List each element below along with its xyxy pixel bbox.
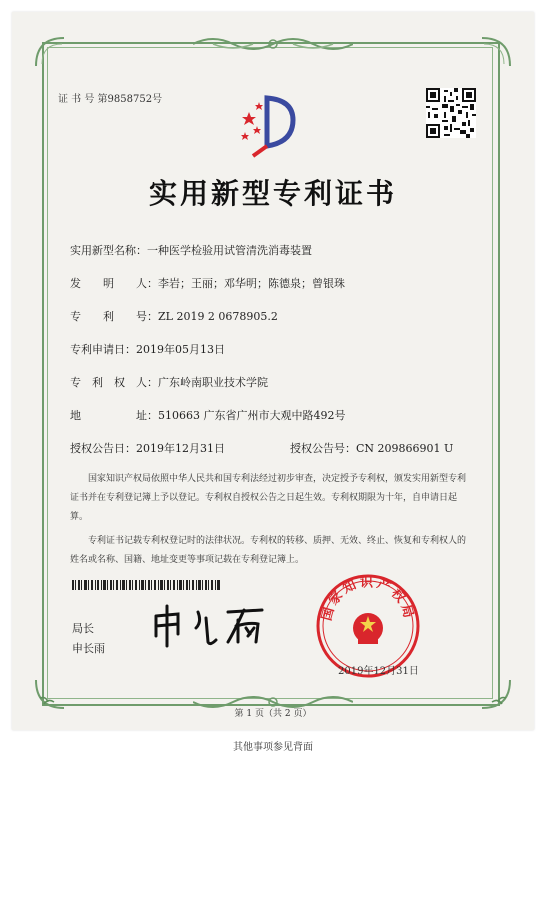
field-value: 广东岭南职业技术学院 — [158, 376, 268, 389]
field-value: 510663 广东省广州市大观中路492号 — [158, 409, 346, 422]
director-title: 局长 — [72, 622, 94, 635]
field-patent-number — [70, 308, 278, 324]
field-utility-model-name — [70, 242, 312, 258]
field-inventors — [70, 275, 345, 291]
qr-code-icon — [426, 88, 476, 138]
field-address — [70, 407, 345, 423]
field-label: 授权公告日： — [70, 442, 136, 455]
field-value: CN 209866901 U — [356, 442, 454, 455]
top-ornament-icon — [193, 34, 353, 54]
field-label: 专 利 权 人： — [70, 376, 158, 389]
director-name: 申长雨 — [72, 642, 105, 655]
field-patentee — [70, 374, 268, 390]
field-label: 发 明 人： — [70, 277, 158, 290]
field-value: 李岩；王丽；邓华明；陈德泉；曾银珠 — [158, 277, 345, 290]
field-label: 实用新型名称： — [70, 244, 147, 257]
field-value: ZL 2019 2 0678905.2 — [158, 310, 278, 323]
page-number: 第 1 页（共 2 页） — [234, 709, 312, 719]
field-value: 2019年12月31日 — [136, 442, 225, 455]
grant-paragraph: 国家知识产权局依照中华人民共和国专利法经过初步审查，决定授予专利权，颁发实用新型专利证书并在专利登记簿上予以登记。专利权自授权公告之日起生效。专利权期限为十年，自申请日起算。 — [70, 474, 467, 522]
certificate-number: 证 书 号 第9858752号 — [58, 94, 163, 105]
field-announce-number — [290, 440, 453, 456]
field-application-date — [70, 341, 225, 357]
legal-status-paragraph: 专利证书记载专利权登记时的法律状况。专利权的转移、质押、无效、终止、恢复和专利权人的姓名或名称、国籍、地址变更等事项记载在专利登记簿上。 — [70, 536, 467, 565]
field-label: 授权公告号： — [290, 442, 356, 455]
field-label: 专 利 号： — [70, 310, 158, 323]
field-label: 地 址： — [70, 409, 158, 422]
footer-note: 其他事项参见背面 — [233, 742, 313, 753]
seal-date: 2019年12月31日 — [338, 666, 419, 677]
patent-certificate — [12, 12, 534, 730]
field-label: 专利申请日： — [70, 343, 136, 356]
corner-ornament-icon — [32, 34, 68, 70]
patent-office-logo-icon — [237, 94, 303, 160]
barcode-icon — [72, 580, 222, 590]
director-signature-icon — [150, 602, 270, 648]
corner-ornament-icon — [478, 34, 514, 70]
field-value: 一种医学检验用试管清洗消毒装置 — [147, 244, 312, 257]
field-value: 2019年05月13日 — [136, 343, 225, 356]
field-announce-date — [70, 440, 225, 456]
seal-text: 国家知识产权局 — [319, 575, 417, 623]
certificate-title: 实用新型专利证书 — [148, 177, 397, 210]
